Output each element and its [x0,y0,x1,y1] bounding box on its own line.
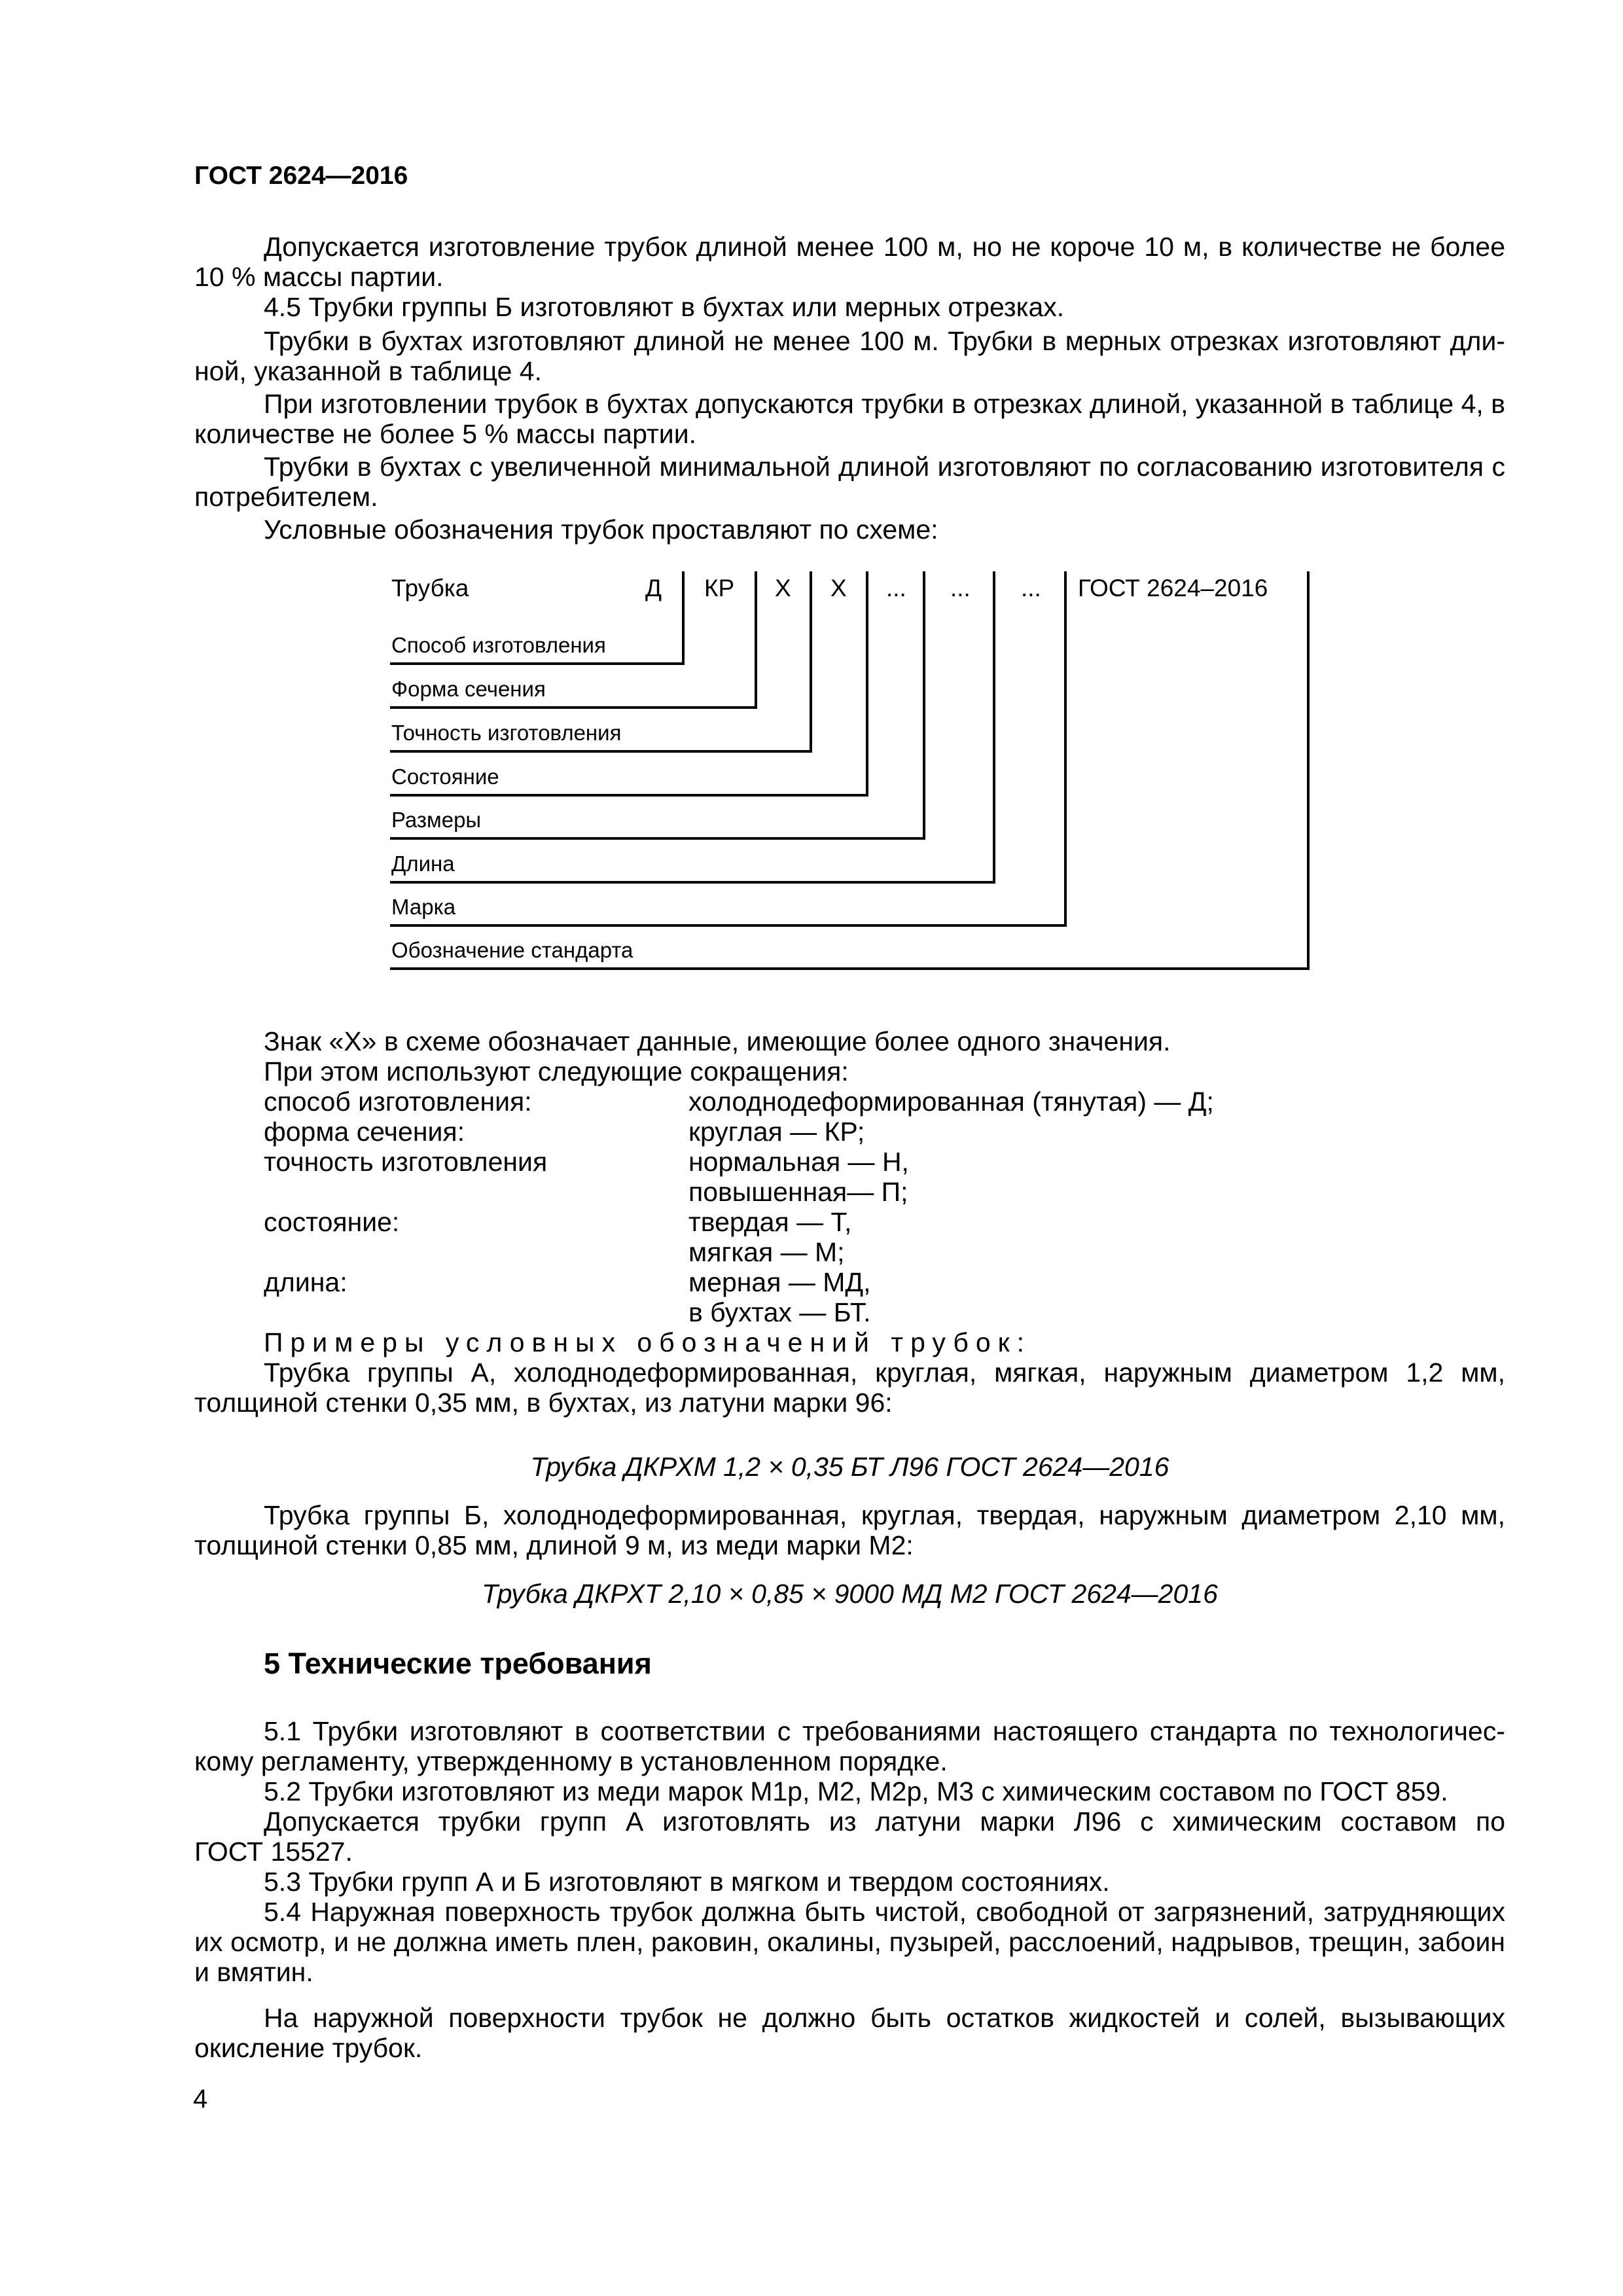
document-header: ГОСТ 2624—2016 [194,162,408,190]
abbr-value: холоднодеформированная (тянутая) — Д; [688,1086,1214,1117]
clause-5-3: 5.3 Трубки групп А и Б изготовляют в мягком и твердом состояниях. [264,1867,1110,1897]
scheme-leader-line [390,750,812,753]
scheme-label: Состояние [391,764,499,789]
clause-4-5: 4.5 Трубки группы Б изготовляют в бухтах или мерных отрезках. [264,292,1065,322]
scheme-divider [1307,571,1310,970]
scheme-label: Обозначение стандарта [391,938,633,962]
scheme-code: Х [830,575,847,601]
paragraph-line: количестве не более 5 % массы партии. [194,419,696,449]
abbr-term: форма сечения: [264,1117,465,1147]
scheme-code: Х [775,575,791,601]
paragraph-line: Трубки в бухтах изготовляют длиной не менее 100 м. Трубки в мерных отрезках изготовляют дли- [264,326,1505,356]
paragraph-line: При изготовлении трубок в бухтах допускаются трубки в отрезках длиной, указанной в таблице 4, в [264,389,1505,419]
paragraph-line: Трубка группы А, холоднодеформированная, круглая, мягкая, наружным диаметром 1,2 мм, [264,1357,1505,1388]
scheme-leader-line [390,924,1067,927]
scheme-divider [1064,571,1067,927]
abbreviations-intro: При этом используют следующие сокращения: [264,1056,849,1086]
paragraph-line: Допускается трубки групп А изготовлять из латуни марки Л96 с химическим составом по [264,1806,1505,1837]
paragraph-line: окисление трубок. [194,2033,423,2063]
paragraph-line: Допускается изготовление трубок длиной менее 100 м, но не короче 10 м, в количестве не более [264,232,1505,262]
scheme-code: ... [1021,575,1041,601]
scheme-divider [810,571,812,753]
scheme-code: Д [645,575,662,601]
scheme-divider [682,571,685,665]
scheme-label: Форма сечения [391,677,546,701]
scheme-label: Марка [391,895,456,919]
scheme-label: Точность изготовления [391,721,622,745]
scheme-label: Длина [391,852,455,876]
scheme-leader-line [390,837,925,840]
paragraph-line: Трубка группы Б, холоднодеформированная, круглая, твердая, наружным диаметром 2,10 мм, [264,1500,1505,1530]
abbr-value: нормальная — Н, [688,1147,909,1177]
paragraph-line: ГОСТ 15527. [194,1837,353,1867]
scheme-code: ... [950,575,971,601]
paragraph-line: толщиной стенки 0,35 мм, в бухтах, из латуни марки 96: [194,1388,893,1418]
scheme-leader-line [390,881,995,884]
example-designation: Трубка ДКРХТ 2,10 × 0,85 × 9000 МД М2 ГОСТ 2624—2016 [482,1579,1218,1609]
scheme-code: КР [704,575,735,601]
abbr-term: способ изготовления: [264,1086,532,1117]
paragraph-line: кому регламенту, утвержденному в установленном порядке. [194,1746,948,1776]
scheme-label: Размеры [391,808,482,832]
examples-heading: Примеры условных обозначений трубок: [264,1327,1031,1357]
clause-5-4: 5.4 Наружная поверхность трубок должна быть чистой, свободной от загрязнений, затрудняющих [264,1897,1505,1927]
scheme-code: ... [886,575,906,601]
paragraph-line: их осмотр, и не должна иметь плен, раковин, окалины, пузырей, расслоений, надрывов, трещин, забоин [194,1927,1505,1957]
scheme-label: Способ изготовления [391,633,606,657]
abbr-term: длина: [264,1267,348,1297]
paragraph-line: Условные обозначения трубок проставляют по схеме: [264,514,938,545]
abbr-term: состояние: [264,1207,400,1237]
paragraph-line: толщиной стенки 0,85 мм, длиной 9 м, из меди марки М2: [194,1530,914,1560]
abbr-term: точность изготовления [264,1147,548,1177]
scheme-leader-line [390,794,868,797]
scheme-title: Трубка [391,575,469,601]
scheme-divider [866,571,868,797]
scheme-leader-line [390,967,1310,970]
abbr-value: мерная — МД, [688,1267,871,1297]
scheme-divider [923,571,925,840]
abbr-value: мягкая — М; [688,1237,845,1267]
abbr-value: твердая — Т, [688,1207,852,1237]
paragraph-line: На наружной поверхности трубок не должно быть остатков жидкостей и солей, вызывающих [264,2003,1505,2033]
section-title: 5 Технические требования [264,1647,652,1680]
scheme-leader-line [390,706,757,709]
paragraph-line: Трубки в бухтах с увеличенной минимальной длиной изготовляют по согласованию изготовителя с [264,452,1505,482]
paragraph-line: ной, указанной в таблице 4. [194,356,542,386]
paragraph-line: 10 % массы партии. [194,262,444,292]
x-sign-note: Знак «Х» в схеме обозначает данные, имеющие более одного значения. [264,1026,1171,1056]
scheme-divider [755,571,757,709]
scheme-leader-line [390,662,685,665]
page-number: 4 [193,2085,208,2113]
scheme-divider [993,571,995,884]
clause-5-1: 5.1 Трубки изготовляют в соответствии с требованиями настоящего стандарта по технологичес- [264,1716,1505,1746]
paragraph-line: и вмятин. [194,1957,313,1987]
abbr-value: повышенная— П; [688,1177,908,1207]
example-designation: Трубка ДКРХМ 1,2 × 0,35 БТ Л96 ГОСТ 2624—2016 [530,1452,1169,1482]
scheme-standard: ГОСТ 2624–2016 [1078,575,1268,601]
paragraph-line: потребителем. [194,482,378,512]
abbr-value: круглая — КР; [688,1117,865,1147]
abbr-value: в бухтах — БТ. [688,1297,871,1327]
clause-5-2: 5.2 Трубки изготовляют из меди марок М1р, М2, М2р, М3 с химическим составом по ГОСТ 859. [264,1776,1448,1806]
